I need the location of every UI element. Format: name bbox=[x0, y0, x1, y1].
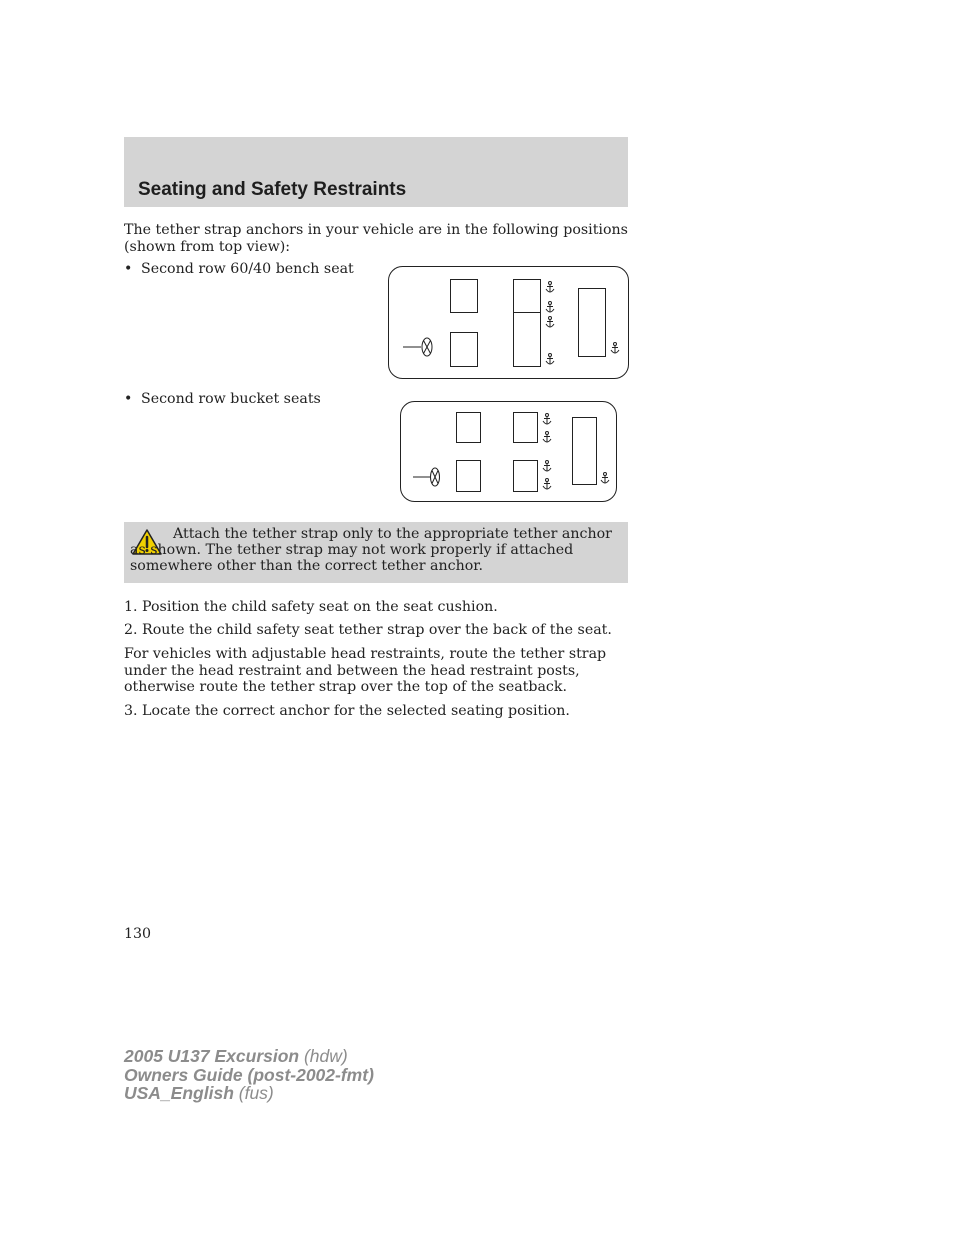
front-seat-right bbox=[451, 333, 478, 367]
step-2: 2. Route the child safety seat tether strap over the back of the seat. bbox=[124, 622, 612, 638]
document-footer bbox=[124, 1047, 374, 1103]
bullet-bucket-seats bbox=[124, 391, 321, 407]
intro-paragraph: The tether strap anchors in your vehicle are in the following positions (shown from top view): bbox=[124, 222, 628, 255]
bullet-dot: • bbox=[124, 391, 133, 407]
anchor-icon bbox=[543, 432, 551, 443]
anchor-icon bbox=[546, 282, 554, 293]
section-title: Seating and Safety Restraints bbox=[138, 179, 407, 200]
footer-model: 2005 U137 Excursion bbox=[124, 1046, 300, 1066]
anchor-icon bbox=[601, 473, 609, 484]
bucket-seat-left bbox=[514, 413, 538, 443]
front-seat-left bbox=[451, 280, 478, 313]
footer-line-2 bbox=[124, 1066, 374, 1085]
anchor-icon bbox=[546, 317, 554, 328]
front-seat-left bbox=[457, 413, 481, 443]
footer-locale-code: (fus) bbox=[233, 1083, 274, 1103]
step-1: 1. Position the child safety seat on the seat cushion. bbox=[124, 599, 498, 615]
bullet-bench-seat bbox=[124, 261, 354, 277]
head-restraint-note: For vehicles with adjustable head restraints, route the tether strap under the head restraint and between the head restraint posts, otherwise route the tether strap over the top of the seatback. bbox=[124, 646, 607, 695]
bucket-seats-diagram bbox=[400, 401, 617, 502]
bullet-bench-seat-label: Second row 60/40 bench seat bbox=[141, 261, 354, 277]
bullet-dot: • bbox=[124, 261, 133, 277]
anchor-icon bbox=[543, 414, 551, 425]
warning-text: Attach the tether strap only to the appropriate tether anchor as shown. The tether strap may not work properly if attached somewhere other than the correct tether anchor. bbox=[130, 526, 612, 574]
anchor-icon bbox=[611, 343, 619, 354]
bench-seat-60 bbox=[514, 313, 541, 367]
steering-wheel-icon bbox=[403, 338, 432, 356]
vehicle-outline bbox=[401, 402, 617, 502]
section-header-band bbox=[124, 137, 628, 207]
step-3: 3. Locate the correct anchor for the selected seating position. bbox=[124, 703, 570, 719]
third-row-seat bbox=[579, 289, 606, 357]
page-number: 130 bbox=[124, 926, 152, 942]
vehicle-outline bbox=[389, 267, 629, 379]
bench-seat-diagram bbox=[388, 266, 629, 379]
anchor-icon bbox=[546, 354, 554, 365]
footer-guide: Owners Guide (post-2002-fmt) bbox=[124, 1064, 374, 1085]
footer-model-code: (hdw) bbox=[299, 1046, 348, 1066]
anchor-icon bbox=[543, 479, 551, 490]
bench-seat-40 bbox=[514, 280, 541, 313]
bullet-bucket-seats-label: Second row bucket seats bbox=[141, 391, 321, 407]
footer-locale: USA_English bbox=[124, 1083, 234, 1103]
anchor-icon bbox=[543, 461, 551, 472]
warning-box bbox=[124, 522, 628, 583]
bucket-seat-right bbox=[514, 461, 538, 492]
anchor-icon bbox=[546, 302, 554, 313]
front-seat-right bbox=[457, 461, 481, 492]
steering-wheel-icon bbox=[413, 468, 440, 486]
footer-line-1 bbox=[124, 1047, 374, 1066]
footer-line-3 bbox=[124, 1084, 374, 1103]
third-row-seat bbox=[573, 418, 597, 485]
